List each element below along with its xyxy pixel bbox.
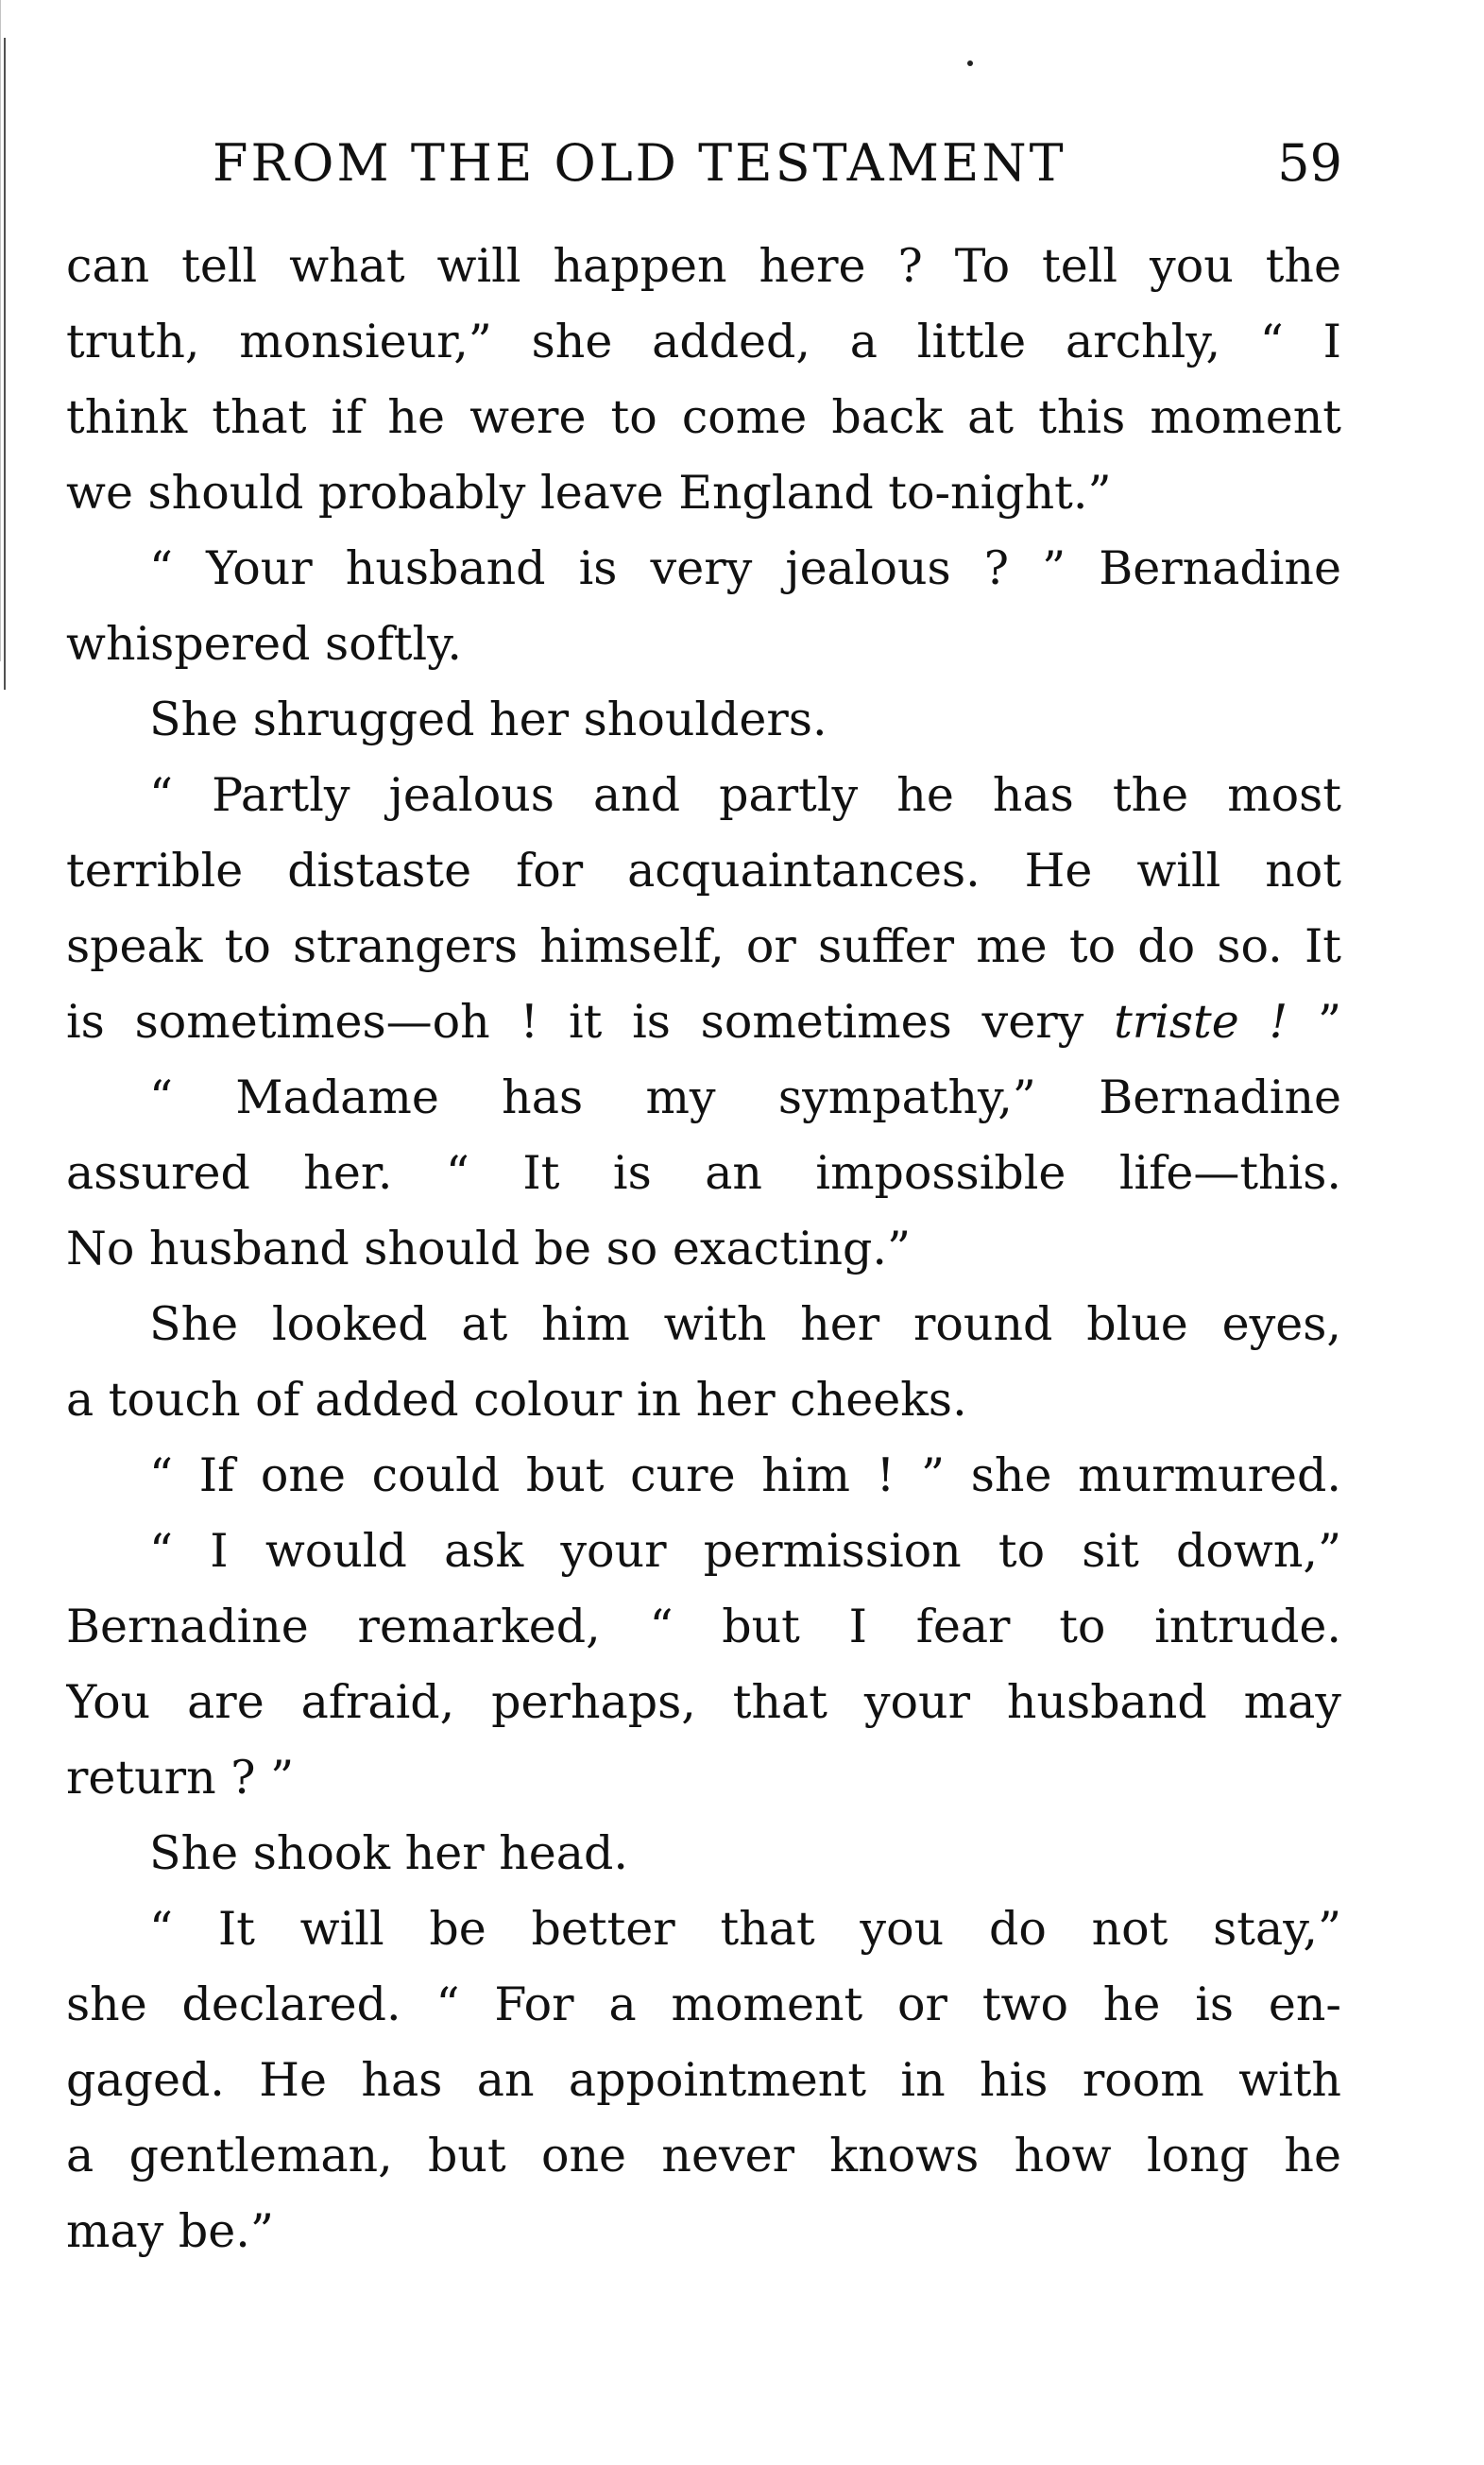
- text-line: “ Partly jealous and partly he has the most: [149, 768, 1341, 822]
- text-line: terrible distaste for acquaintances. He will not: [66, 844, 1341, 898]
- body-text: [66, 229, 1341, 2269]
- text-line: think that if he were to come back at this moment: [66, 390, 1341, 444]
- ink-speck: [967, 60, 973, 66]
- running-header: [213, 130, 1342, 197]
- text-line: “ It will be better that you do not stay,”: [149, 1902, 1341, 1956]
- text-line: Bernadine remarked, “ but I fear to intrude.: [66, 1600, 1341, 1653]
- text-line: gaged. He has an appointment in his room with: [66, 2053, 1341, 2107]
- text-line: truth, monsieur,” she added, a little archly, “ I: [66, 315, 1341, 368]
- running-title: FROM THE OLD TESTAMENT: [213, 133, 1066, 193]
- text-line: She shrugged her shoulders.: [149, 693, 827, 746]
- text-line: may be.”: [66, 2204, 274, 2258]
- text-line: No husband should be so exacting.”: [66, 1222, 912, 1275]
- text-line: She looked at him with her round blue eyes,: [149, 1297, 1341, 1351]
- page-edge: [0, 0, 1, 661]
- page-number: 59: [1277, 133, 1342, 193]
- text-line: “ I would ask your permission to sit down,”: [149, 1524, 1341, 1578]
- text-line: is sometimes—oh ! it is sometimes very triste ! ”: [66, 995, 1341, 1049]
- text-line: a touch of added colour in her cheeks.: [66, 1373, 967, 1427]
- binding-edge: [4, 38, 6, 690]
- text-line: we should probably leave England to-night.”: [66, 466, 1112, 520]
- text-line: assured her. “ It is an impossible life—this.: [66, 1146, 1341, 1200]
- text-line: she declared. “ For a moment or two he is en-: [66, 1977, 1341, 2031]
- text-line: You are afraid, perhaps, that your husband may: [66, 1675, 1341, 1729]
- text-line: She shook her head.: [149, 1826, 628, 1880]
- text-line: can tell what will happen here ? To tell you the: [66, 239, 1341, 293]
- text-line: “ If one could but cure him ! ” she murmured.: [149, 1448, 1341, 1502]
- text-line: whispered softly.: [66, 617, 462, 671]
- italic-word: triste !: [1114, 995, 1288, 1049]
- text-line: a gentleman, but one never knows how long he: [66, 2129, 1341, 2183]
- text-line: “ Your husband is very jealous ? ” Bernadine: [149, 541, 1341, 595]
- text-line: speak to strangers himself, or suffer me to do so. It: [66, 919, 1341, 973]
- text-line: “ Madame has my sympathy,” Bernadine: [149, 1070, 1341, 1124]
- text-line: return ? ”: [66, 1751, 295, 1805]
